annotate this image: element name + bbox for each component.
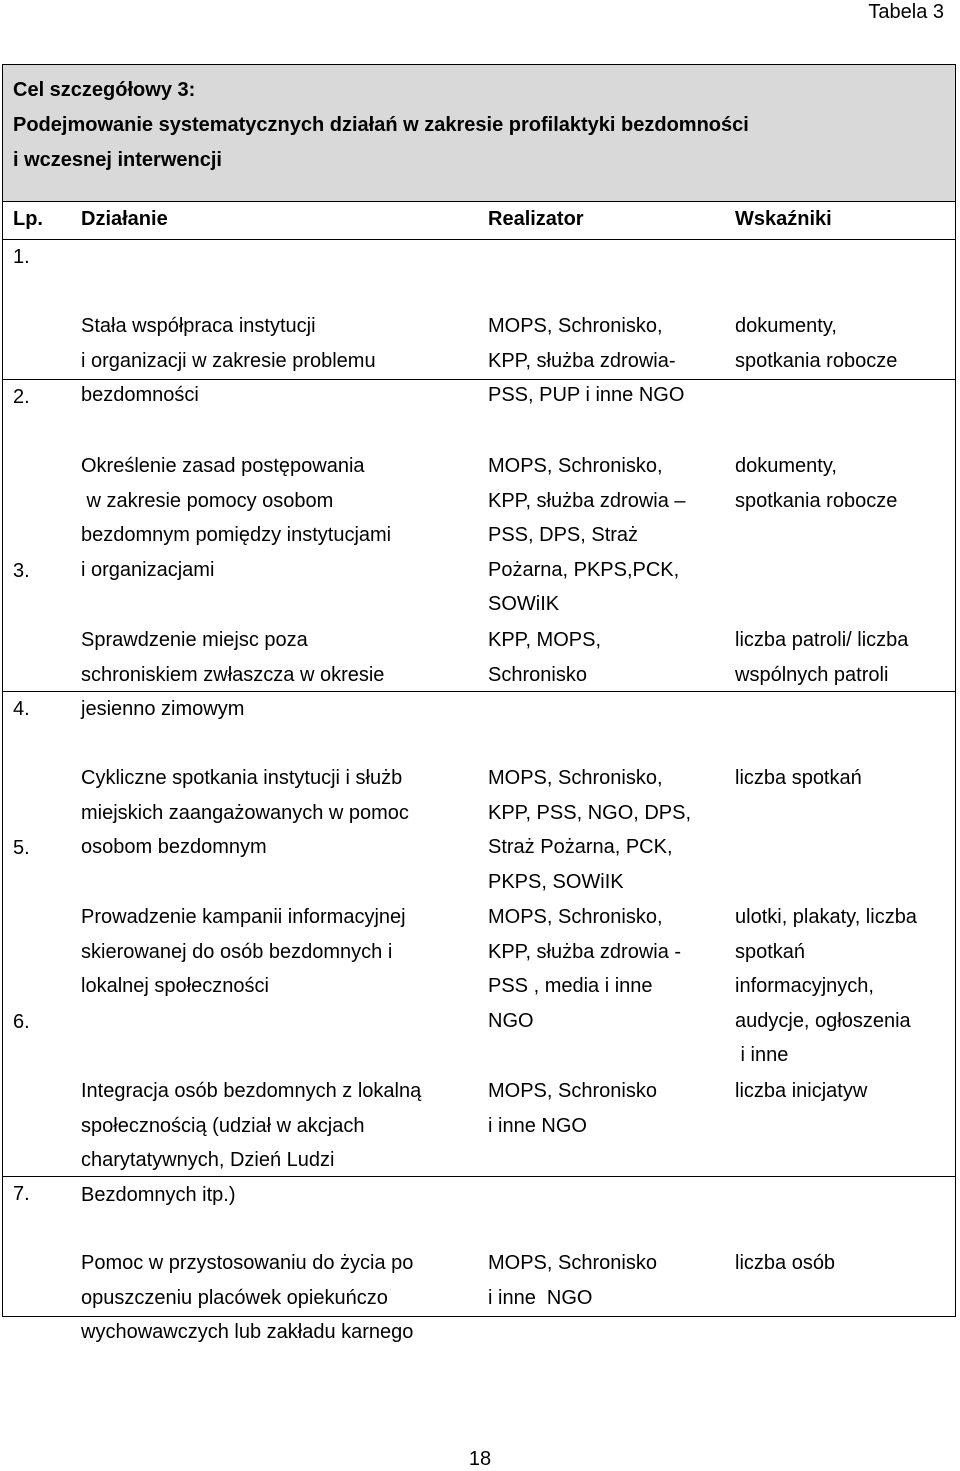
row-number: 2.	[13, 386, 30, 408]
goal-description: Podejmowanie systematycznych działań w zakresie profilaktyki bezdomności	[13, 114, 749, 136]
row-number: 7.	[13, 1183, 30, 1205]
row-number: 3.	[13, 560, 30, 582]
table-block-3	[2, 691, 956, 1206]
indicators-cell: liczba spotkań	[735, 767, 862, 789]
action-cell: Sprawdzenie miejsc poza schroniskiem zwłaszcza w okresie jesienno zimowym	[81, 629, 385, 720]
action-cell: Integracja osób bezdomnych z lokalną społecznością (udział w akcjach charytatywnych, Dzień Ludzi Bezdomnych itp.)	[81, 1080, 422, 1206]
indicators-cell: liczba inicjatyw	[735, 1080, 868, 1102]
executor-cell: KPP, MOPS, Schronisko	[488, 629, 602, 686]
table-block-2	[2, 379, 956, 720]
indicators-cell: liczba patroli/ liczba wspólnych patroli	[735, 629, 909, 686]
header-lp: Lp.	[13, 208, 43, 230]
executor-cell: MOPS, Schronisko i inne NGO	[488, 1080, 657, 1137]
table-label: Tabela 3	[868, 1, 944, 23]
action-cell: Pomoc w przystosowaniu do życia po opuszczeniu placówek opiekuńczo wychowawczych lub zakładu karnego	[81, 1252, 414, 1343]
executor-cell: MOPS, Schronisko, KPP, PSS, NGO, DPS, Straż Pożarna, PCK, PKPS, SOWiIK	[488, 767, 692, 893]
row-number: 4.	[13, 698, 30, 720]
action-cell: Prowadzenie kampanii informacyjnej skierowanej do osób bezdomnych i lokalnej społeczności	[81, 906, 406, 997]
table-block-4	[2, 1176, 956, 1343]
row-number: 1.	[13, 246, 30, 268]
header-action: Działanie	[81, 208, 168, 230]
header-indicators: Wskaźniki	[735, 208, 832, 230]
row-number: 6.	[13, 1011, 30, 1033]
goal-title: Cel szczegółowy 3:	[13, 79, 196, 101]
header-executor: Realizator	[488, 208, 584, 230]
page-number: 18	[468, 1448, 492, 1470]
table-block-1	[2, 239, 956, 406]
indicators-cell: dokumenty, spotkania robocze	[735, 455, 898, 512]
action-cell: Określenie zasad postępowania w zakresie pomocy osobom bezdomnym pomiędzy instytucjami i organizacjami	[81, 455, 392, 581]
action-cell: Cykliczne spotkania instytucji i służb miejskich zaangażowanych w pomoc osobom bezdomnym	[81, 767, 409, 858]
executor-cell: MOPS, Schronisko, KPP, służba zdrowia - PSS , media i inne NGO	[488, 906, 682, 1032]
executor-cell: MOPS, Schronisko, KPP, służba zdrowia- PSS, PUP i inne NGO	[488, 315, 685, 406]
action-cell: Stała współpraca instytucji i organizacji w zakresie problemu bezdomności	[81, 315, 376, 406]
indicators-cell: ulotki, plakaty, liczba spotkań informacyjnych, audycje, ogłoszenia i inne	[735, 906, 917, 1066]
column-headers	[2, 202, 956, 239]
executor-cell: MOPS, Schronisko i inne NGO	[488, 1252, 657, 1309]
indicators-cell: liczba osób	[735, 1252, 836, 1274]
indicators-cell: dokumenty, spotkania robocze	[735, 315, 898, 372]
goal-header	[2, 64, 956, 202]
executor-cell: MOPS, Schronisko, KPP, służba zdrowia – PSS, DPS, Straż Pożarna, PKPS,PCK, SOWiIK	[488, 455, 686, 615]
goal-description-continued: i wczesnej interwencji	[13, 149, 222, 171]
row-number: 5.	[13, 837, 30, 859]
